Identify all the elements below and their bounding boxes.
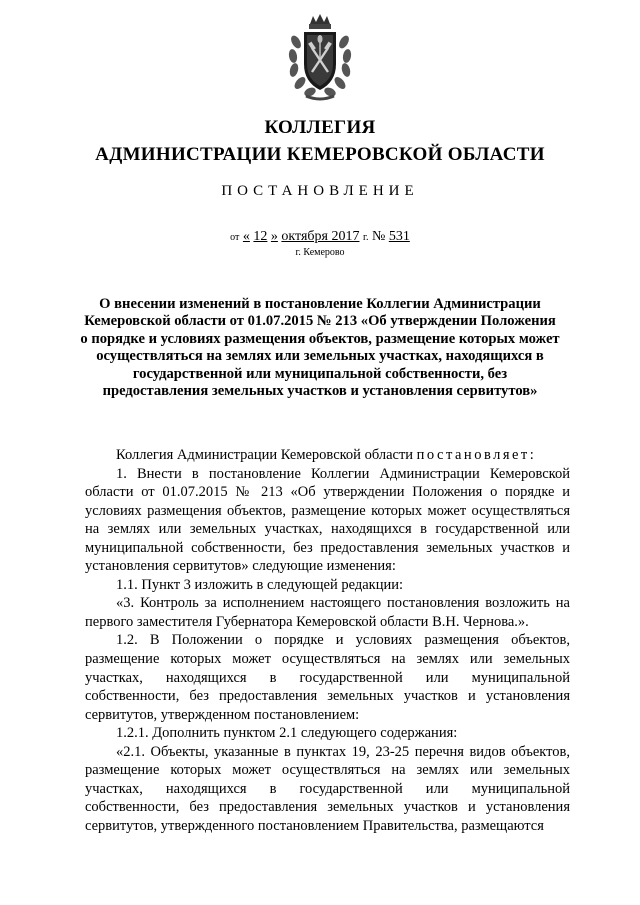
body-paragraph: «2.1. Объекты, указанные в пунктах 19, 23-25 перечня видов объектов, размещение которых может осуществляться на землях или земельных участках, находящихся в государственной или муниципальной собственности, без предоставления земельных участков и установления сервитутов, утвержденного постановлением Правительства, размещаются [85,743,570,834]
date-close-quote: » [270,229,278,244]
date-year-suffix: г. [362,232,369,243]
date-day: 12 [253,229,268,244]
date-prefix: от [230,232,240,243]
number-sign: № [371,229,386,244]
document-type: ПОСТАНОВЛЕНИЕ [221,183,419,199]
coat-of-arms-icon [286,12,354,102]
body-paragraph: «3. Контроль за исполнением настоящего постановления возложить на первого заместителя Губернатора Кемеровской области В.Н. Чернова.». [85,595,570,630]
org-name-line-1: КОЛЛЕГИЯ [264,117,376,138]
org-name-line-2: АДМИНИСТРАЦИИ КЕМЕРОВСКОЙ ОБЛАСТИ [95,144,545,165]
body-paragraph: 1. Внести в постановление Коллегии Администрации Кемеровской области от 01.07.2015 № 213 «Об утверждении Положения о порядке и условиях размещения объектов, размещение которых может осуществляться на землях или земельных участках, находящихся в государственной или муниципальной собственности, без предоставления земельных участков и установления сервитутов» следующие изменения: [85,465,570,575]
document-date-number [0,229,640,245]
city-line: г. Кемерово [295,247,345,258]
intro-paragraph [85,446,570,465]
date-open-quote: « [242,229,250,244]
date-month-year: октября 2017 [281,229,360,244]
body-paragraph: 1.2. В Положении о порядке и условиях размещения объектов, размещение которых может осуществляться на землях или земельных участках, находящихся в государственной или муниципальной собственности, без предоставления земельных участков и установления сервитутов, утвержденном постановлением: [85,632,570,723]
intro-lead: Коллегия Администрации Кемеровской области [116,447,414,463]
document-number: 531 [388,229,410,244]
body-paragraph: 1.2.1. Дополнить пунктом 2.1 следующего содержания: [116,725,458,742]
intro-decree-word: постановляет: [416,447,537,463]
document-title: О внесении изменений в постановление Коллегии Администрации Кемеровской области от 01.07.2015 № 213 «Об утверждении Положения о порядке и условиях размещения объектов, размещение которых может осуществляться на землях или земельных участках, находящихся в государственной или муниципальной собственности, без предоставления земельных участков и установления сервитутов» [80,296,560,400]
coat-of-arms-emblem [286,12,354,102]
body-paragraph: 1.1. Пункт 3 изложить в следующей редакции: [116,576,404,593]
document-body [85,446,570,835]
